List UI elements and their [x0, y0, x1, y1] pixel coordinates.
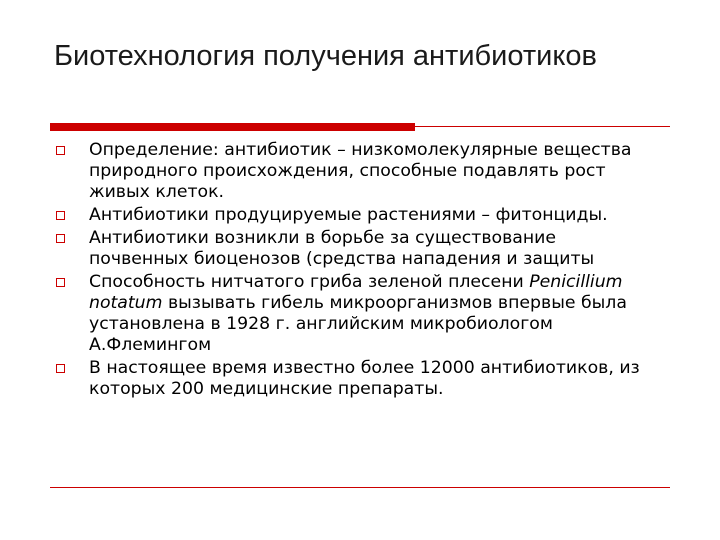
footer-divider — [50, 487, 670, 488]
bullet-text-part: вызывать гибель микроорганизмов впервые была установлена в 1928 г. английским микробиологом А.Флемингом — [89, 293, 627, 355]
bullet-text: В настоящее время известно более 12000 антибиотиков, из которых 200 медицинские препараты. — [89, 358, 640, 399]
slide-title: Биотехнология получения антибиотиков — [54, 40, 597, 72]
hollow-square-bullet-icon — [56, 278, 65, 287]
bullet-text: Антибиотики возникли в борьбе за существование почвенных биоценозов (средства нападения и защиты — [89, 228, 595, 269]
bullet-text-part: Способность нитчатого гриба зеленой плесени — [89, 272, 530, 292]
bullet-item — [56, 228, 656, 270]
hollow-square-bullet-icon — [56, 234, 65, 243]
bullet-item — [56, 140, 656, 203]
hollow-square-bullet-icon — [56, 364, 65, 373]
bullet-text — [89, 272, 627, 355]
bullet-text: Антибиотики продуцируемые растениями – фитонциды. — [89, 205, 608, 225]
bullet-list — [56, 140, 656, 402]
species-name: Penicillium notatum — [89, 272, 623, 313]
bullet-item — [56, 205, 656, 226]
bullet-item — [56, 272, 656, 356]
title-underline-accent — [50, 123, 415, 131]
hollow-square-bullet-icon — [56, 146, 65, 155]
hollow-square-bullet-icon — [56, 211, 65, 220]
bullet-item — [56, 358, 656, 400]
bullet-text: Определение: антибиотик – низкомолекулярные вещества природного происхождения, способные подавлять рост живых клеток. — [89, 140, 632, 202]
